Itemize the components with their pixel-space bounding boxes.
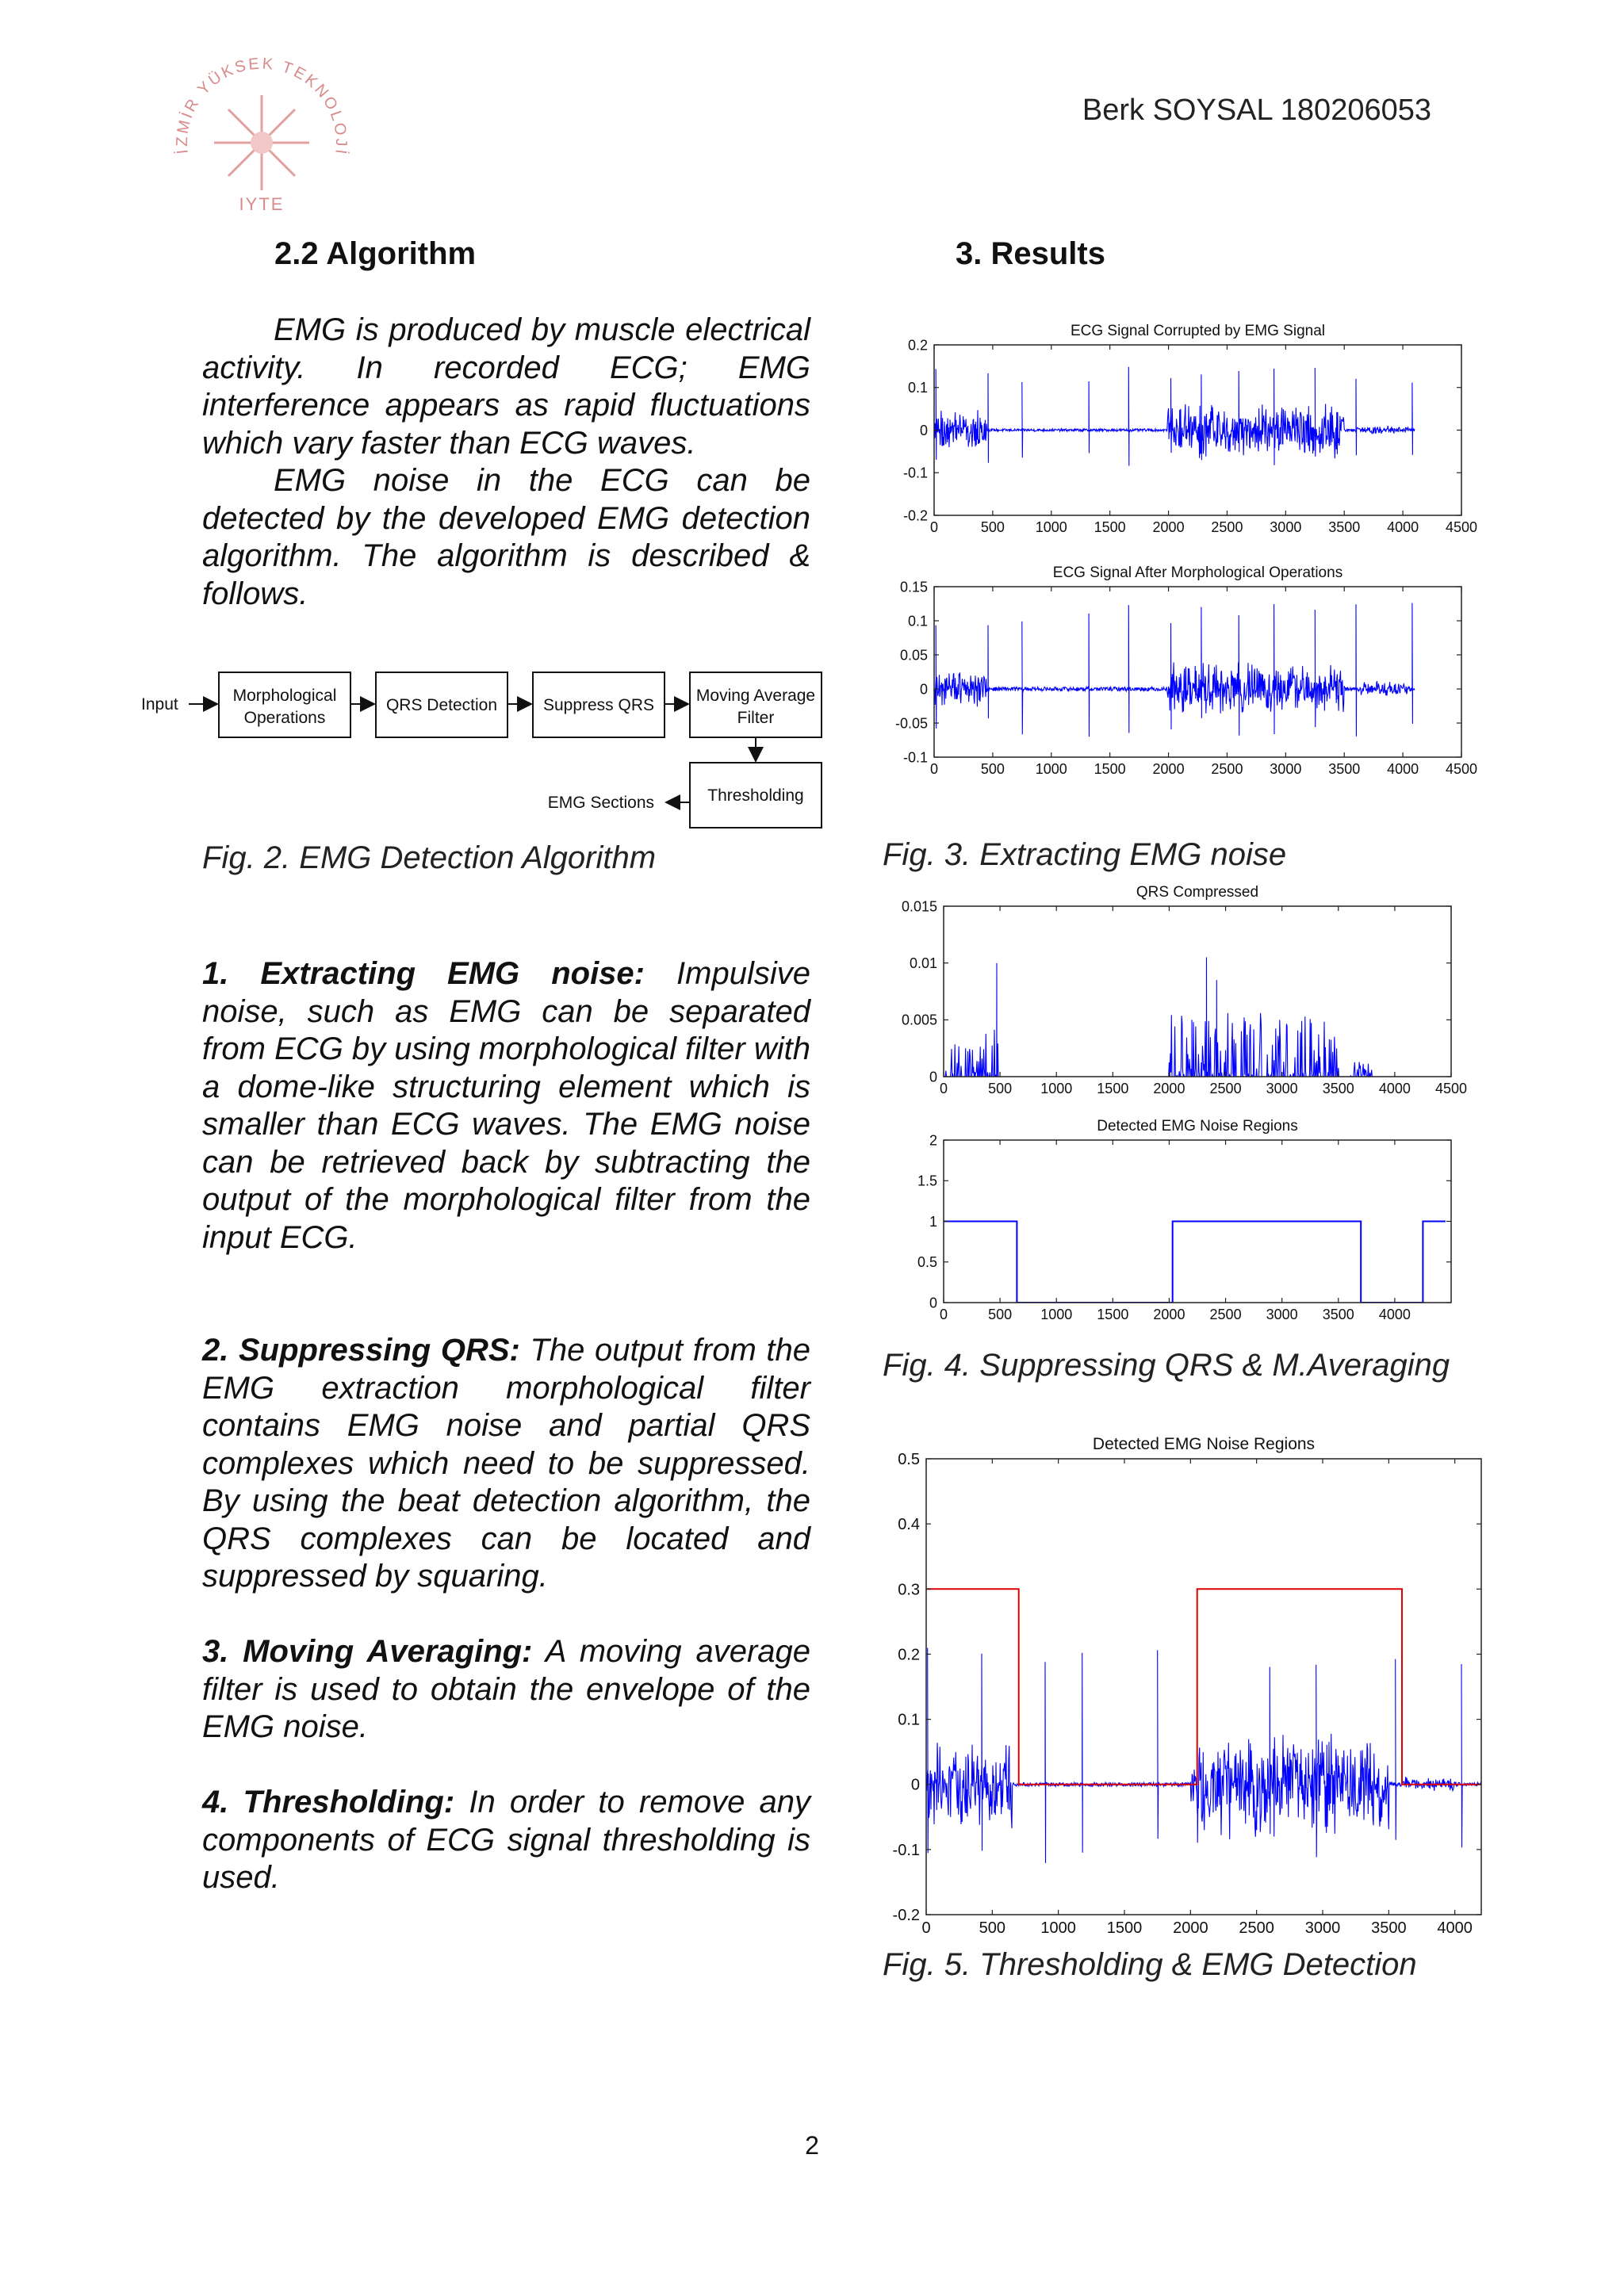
y-tick-label: -0.1 <box>902 749 928 766</box>
x-tick-label: 1500 <box>1094 519 1126 535</box>
x-tick-label: 2500 <box>1211 519 1243 535</box>
x-tick-label: 2000 <box>1153 1081 1185 1096</box>
series-regions-line <box>944 1222 1446 1303</box>
x-tick-label: 4000 <box>1378 1307 1411 1322</box>
x-tick-label: 3500 <box>1322 1307 1354 1322</box>
x-tick-label: 500 <box>988 1081 1013 1096</box>
x-tick-label: 0 <box>929 761 939 777</box>
step-3-text: A moving average filter is used to obtain the envelope of the EMG noise. <box>202 1634 811 1744</box>
x-tick-label: 4000 <box>1437 1919 1473 1937</box>
x-tick-label: 2000 <box>1152 761 1185 777</box>
y-tick-label: 0 <box>919 681 928 698</box>
chart-ecg-corrupted <box>888 313 1491 551</box>
step-1 <box>202 955 810 1257</box>
logo-arc-text: İZMİR YÜKSEK TEKNOLOJİ <box>173 55 350 158</box>
x-tick-label: 1500 <box>1094 761 1126 777</box>
chart-title: Detected EMG Noise Regions <box>1092 1435 1316 1453</box>
y-tick-label: 0.05 <box>899 647 928 664</box>
y-tick-label: 0.4 <box>898 1516 920 1534</box>
institute-logo <box>159 55 365 214</box>
x-tick-label: 2500 <box>1209 1307 1242 1322</box>
diagram-output-label: EMG Sections <box>547 794 654 812</box>
box-morphological-operations <box>219 672 350 737</box>
y-tick-label: 0.1 <box>907 613 928 629</box>
y-tick-label: 0 <box>919 422 928 438</box>
algorithm-block-diagram <box>135 666 833 840</box>
y-tick-label: -0.2 <box>892 1907 920 1924</box>
fig5-caption: Fig. 5. Thresholding & EMG Detection <box>883 1947 1417 1982</box>
x-tick-label: 4500 <box>1445 761 1478 777</box>
chart-title: ECG Signal After Morphological Operations <box>1052 564 1343 581</box>
step-1-title: 1. Extracting EMG noise: <box>202 956 645 991</box>
box-moving-average <box>690 672 822 737</box>
intro-text <box>202 312 810 613</box>
x-tick-label: 2000 <box>1153 1307 1185 1322</box>
y-tick-label: 0.1 <box>907 380 928 396</box>
y-tick-label: 1 <box>929 1213 937 1230</box>
x-tick-label: 3000 <box>1266 1081 1298 1096</box>
step-4-text: In order to remove any components of ECG signal thresholding is used. <box>202 1785 810 1895</box>
series-ecg-line <box>926 1648 1481 1863</box>
x-tick-label: 2500 <box>1211 761 1243 777</box>
y-tick-label: 0.5 <box>898 1451 920 1468</box>
fig4-caption: Fig. 4. Suppressing QRS & M.Averaging <box>883 1348 1450 1383</box>
x-tick-label: 2500 <box>1239 1919 1274 1937</box>
series-filtered-line <box>934 603 1415 737</box>
x-tick-label: 500 <box>980 761 1005 777</box>
y-tick-label: -0.05 <box>894 715 928 732</box>
chart-title: Detected EMG Noise Regions <box>1097 1118 1298 1135</box>
series-squared-line <box>944 958 1406 1077</box>
box-moving-average-label-2: Filter <box>737 709 775 727</box>
step-3-title: 3. Moving Averaging: <box>202 1634 533 1669</box>
x-tick-label: 500 <box>980 519 1005 535</box>
x-tick-label: 4000 <box>1387 519 1419 535</box>
y-tick-label: 0.01 <box>909 955 937 971</box>
chart-ecg-morphological <box>888 555 1491 793</box>
chart-thresholding <box>880 1419 1499 1942</box>
section-heading-results: 3. Results <box>956 236 1105 271</box>
chart-frame <box>934 587 1461 757</box>
box-morphological-label-2: Operations <box>243 709 326 727</box>
x-tick-label: 3500 <box>1328 519 1361 535</box>
x-tick-label: 3500 <box>1322 1081 1354 1096</box>
fig2-caption: Fig. 2. EMG Detection Algorithm <box>202 840 657 875</box>
x-tick-label: 4000 <box>1378 1081 1411 1096</box>
y-tick-label: 1.5 <box>917 1173 937 1189</box>
x-tick-label: 500 <box>979 1919 1006 1937</box>
step-4 <box>202 1784 810 1897</box>
x-tick-label: 1500 <box>1106 1919 1143 1937</box>
y-tick-label: 2 <box>929 1132 937 1149</box>
y-tick-label: -0.2 <box>902 507 928 524</box>
step-4-title: 4. Thresholding: <box>202 1785 455 1820</box>
x-tick-label: 1500 <box>1097 1081 1129 1096</box>
box-qrs-detection-label: QRS Detection <box>385 696 498 714</box>
x-tick-label: 1000 <box>1035 519 1067 535</box>
box-suppress-qrs-label: Suppress QRS <box>542 696 655 714</box>
chart-detected-regions <box>888 1108 1491 1332</box>
x-tick-label: 1000 <box>1040 1307 1073 1322</box>
x-tick-label: 1500 <box>1097 1307 1129 1322</box>
box-morphological-label-1: Morphological <box>232 687 337 705</box>
y-tick-label: 0 <box>929 1069 937 1085</box>
step-2-title: 2. Suppressing QRS: <box>202 1333 520 1368</box>
step-3 <box>202 1633 810 1747</box>
x-tick-label: 0 <box>939 1307 948 1322</box>
step-2 <box>202 1332 810 1596</box>
y-tick-label: -0.1 <box>902 465 928 481</box>
diagram-input-label: Input <box>141 695 178 714</box>
x-tick-label: 0 <box>929 519 939 535</box>
x-tick-label: 3000 <box>1266 1307 1298 1322</box>
x-tick-label: 4500 <box>1445 519 1478 535</box>
author-line: Berk SOYSAL 180206053 <box>1082 94 1431 127</box>
x-tick-label: 2500 <box>1209 1081 1242 1096</box>
y-tick-label: 0.15 <box>899 579 928 595</box>
chart-frame <box>926 1459 1481 1915</box>
y-tick-label: 0.3 <box>898 1581 920 1599</box>
y-tick-label: 0.1 <box>898 1711 920 1729</box>
y-tick-label: 0.005 <box>901 1012 937 1028</box>
step-2-text: The output from the EMG extraction morphological filter contains EMG noise and partial QRS complexes which need to be suppressed. By using the beat detection algorithm, the QRS complexes can be located and suppressed by squaring. <box>202 1333 810 1594</box>
logo-bottom-text: IYTE <box>239 194 285 214</box>
box-moving-average-label-1: Moving Average <box>695 687 816 705</box>
chart-qrs-compressed <box>888 876 1491 1106</box>
x-tick-label: 3000 <box>1270 519 1302 535</box>
x-tick-label: 2000 <box>1152 519 1185 535</box>
y-tick-label: 0.2 <box>907 337 928 354</box>
x-tick-label: 1000 <box>1040 1919 1076 1937</box>
y-tick-label: 0 <box>910 1776 920 1794</box>
x-tick-label: 1000 <box>1035 761 1067 777</box>
fig3-caption: Fig. 3. Extracting EMG noise <box>883 837 1287 872</box>
page-number: 2 <box>805 2131 819 2160</box>
x-tick-label: 1000 <box>1040 1081 1073 1096</box>
x-tick-label: 3000 <box>1270 761 1302 777</box>
x-tick-label: 4500 <box>1434 1081 1468 1096</box>
chart-frame <box>944 906 1451 1077</box>
x-tick-label: 3500 <box>1328 761 1361 777</box>
step-1-text: Impulsive noise, such as EMG can be separated from ECG by using morphological filter with a dome-like structuring element which is smaller than ECG waves. The EMG noise can be retrieved back by subtracting the output of the morphological filter from the input ECG. <box>202 956 810 1255</box>
x-tick-label: 2000 <box>1173 1919 1208 1937</box>
y-tick-label: 0 <box>929 1295 937 1311</box>
x-tick-label: 4000 <box>1387 761 1419 777</box>
box-thresholding-label: Thresholding <box>707 786 804 805</box>
x-tick-label: 3000 <box>1304 1919 1341 1937</box>
chart-title: QRS Compressed <box>1136 884 1259 901</box>
intro-paragraph-1: EMG is produced by muscle electrical activity. In recorded ECG; EMG interference appears as rapid fluctuations which vary faster than ECG waves. <box>202 312 810 461</box>
x-tick-label: 3500 <box>1371 1919 1407 1937</box>
section-heading-algorithm: 2.2 Algorithm <box>274 236 477 271</box>
intro-paragraph-2: EMG noise in the ECG can be detected by the developed EMG detection algorithm. The algorithm is described & follows. <box>202 463 810 611</box>
logo-star-icon <box>214 95 309 190</box>
y-tick-label: -0.1 <box>892 1841 920 1859</box>
y-tick-label: 0.5 <box>917 1254 937 1271</box>
x-tick-label: 0 <box>939 1081 948 1096</box>
chart-title: ECG Signal Corrupted by EMG Signal <box>1070 323 1326 339</box>
x-tick-label: 0 <box>921 1919 931 1937</box>
y-tick-label: 0.015 <box>901 898 937 915</box>
series-ecg-line <box>934 367 1415 466</box>
x-tick-label: 500 <box>988 1307 1013 1322</box>
y-tick-label: 0.2 <box>898 1646 920 1664</box>
